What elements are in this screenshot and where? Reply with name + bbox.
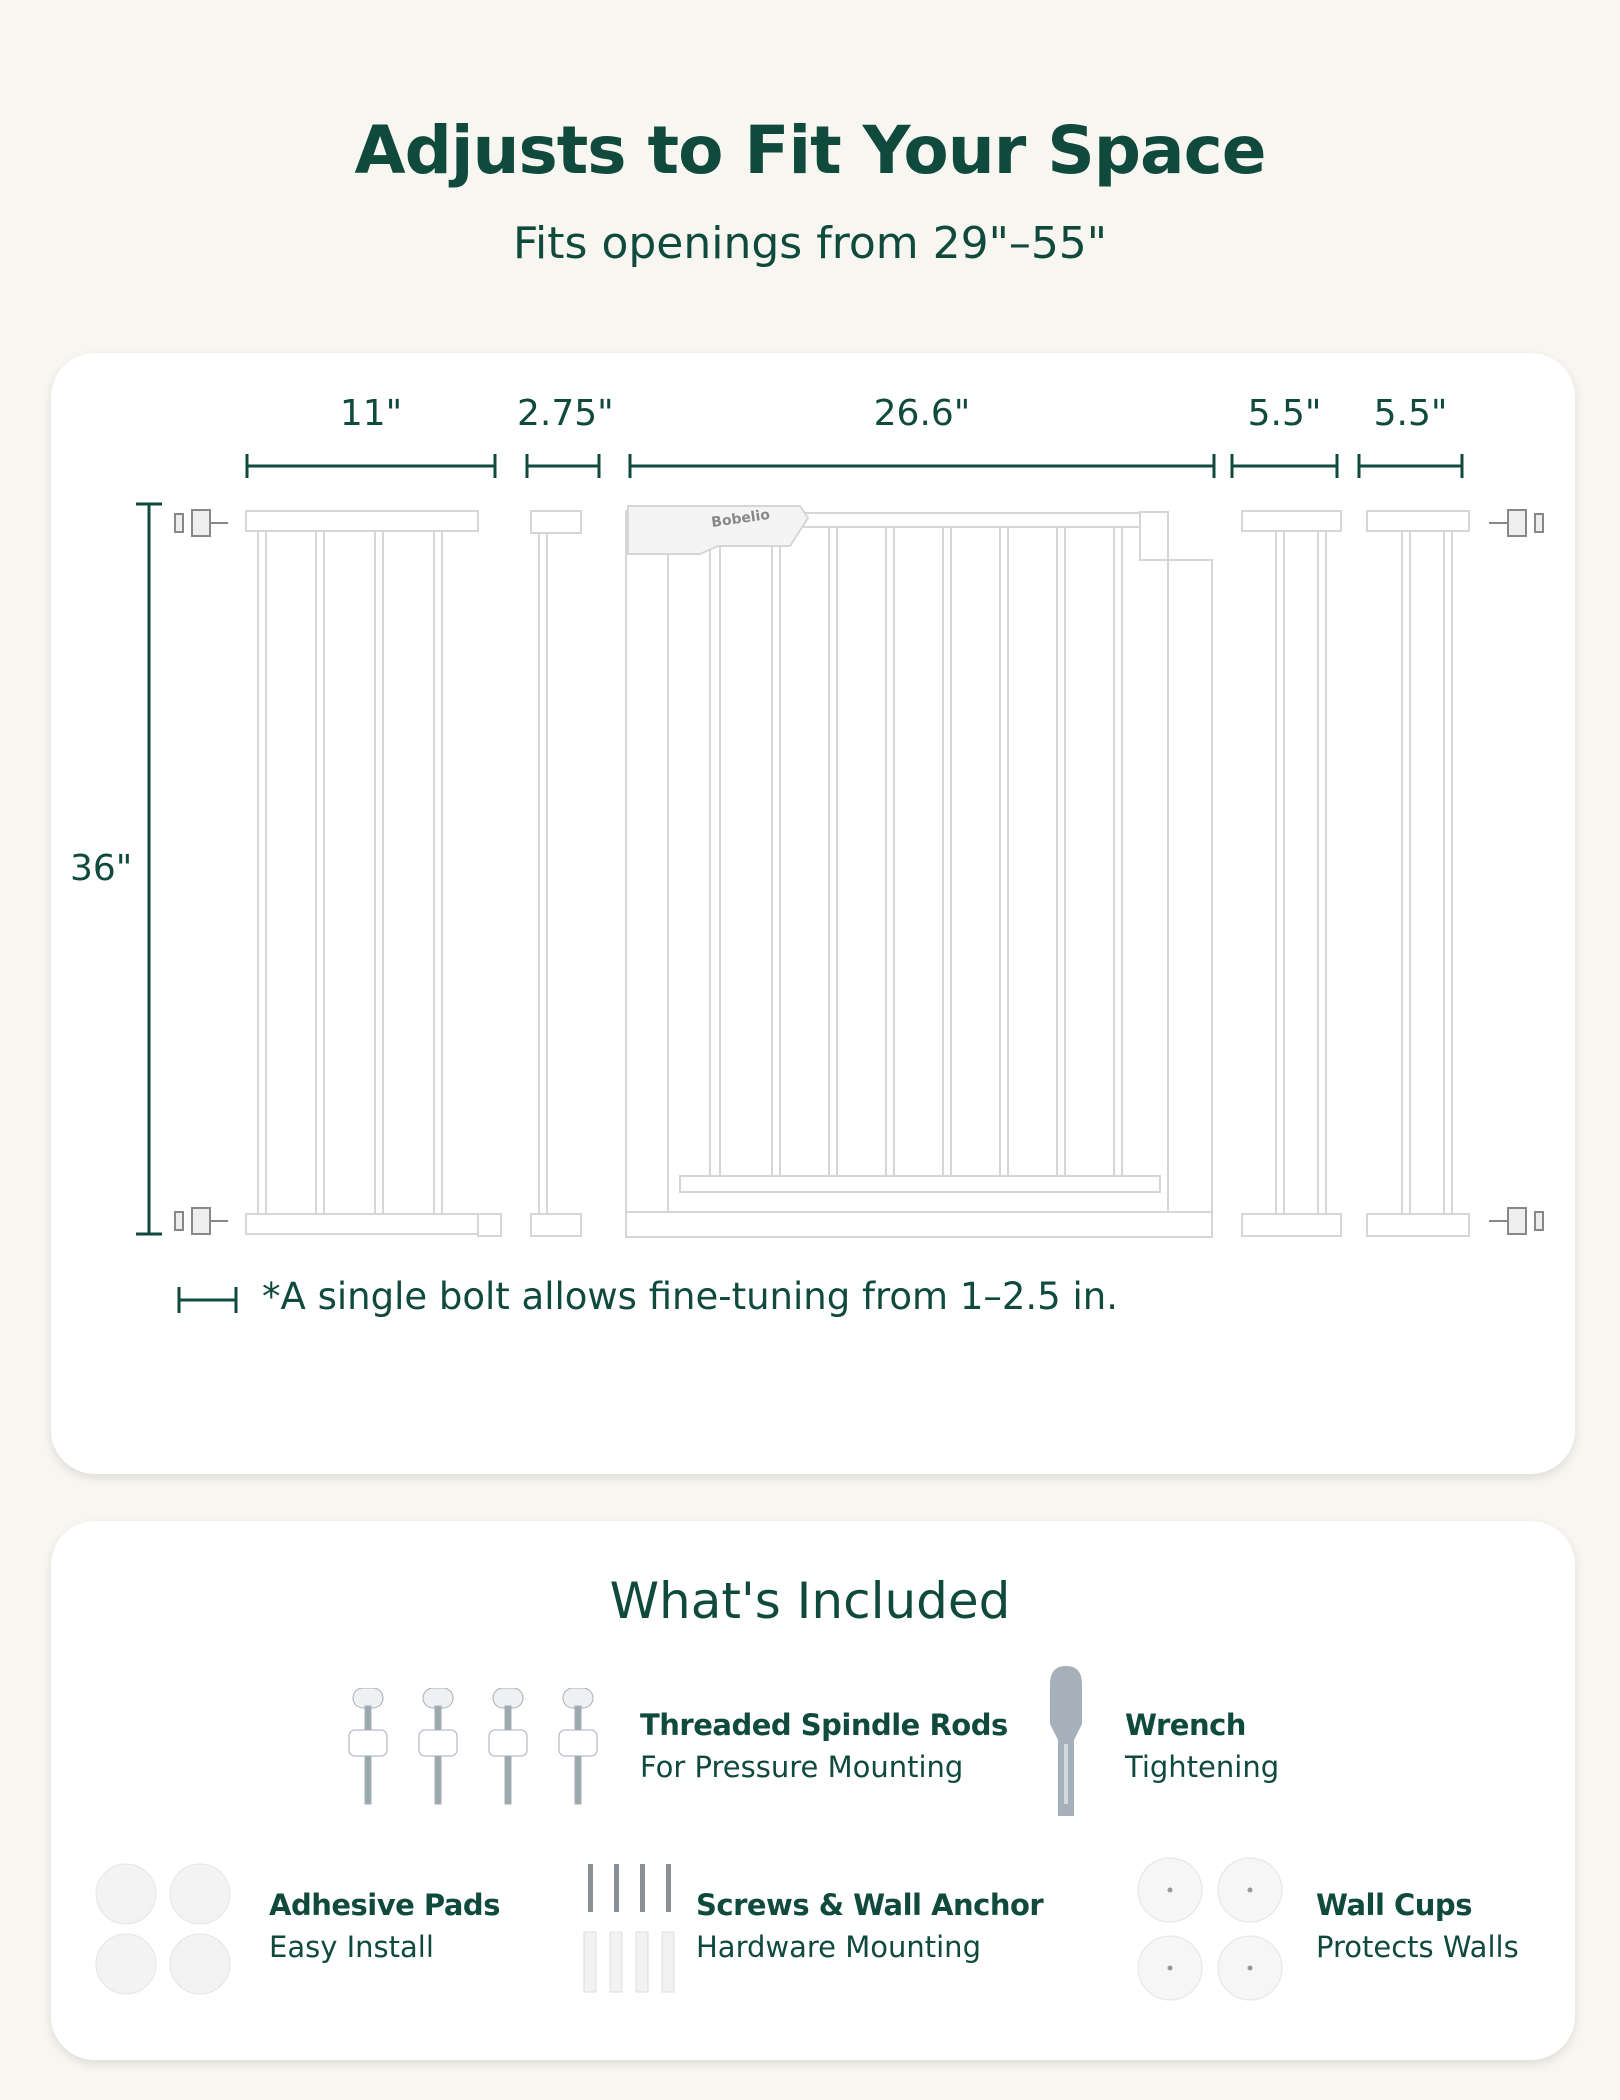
spindle-rods-icon xyxy=(333,1688,599,1806)
included-item-wrench xyxy=(1125,1708,1279,1784)
item-title: Wall Cups xyxy=(1316,1888,1472,1922)
item-subtitle: Protects Walls xyxy=(1316,1930,1519,1964)
dim-label-height: 36" xyxy=(70,848,133,889)
main-gate xyxy=(626,506,1212,1237)
dim-label-gate: 26.6" xyxy=(873,393,971,434)
dim-label-ext3: 5.5" xyxy=(1247,393,1322,434)
item-title: Screws & Wall Anchor xyxy=(696,1888,1044,1922)
item-subtitle: For Pressure Mounting xyxy=(640,1750,964,1784)
page-title: Adjusts to Fit Your Space xyxy=(354,112,1266,189)
dim-label-ext1: 11" xyxy=(339,393,403,434)
item-subtitle: Hardware Mounting xyxy=(696,1930,981,1964)
dim-label-ext2: 2.75" xyxy=(517,393,614,434)
extension-11in xyxy=(246,511,501,1236)
included-item-adhesive-pads xyxy=(269,1888,500,1964)
wall-cups-icon xyxy=(1136,1856,1286,2002)
page-subtitle: Fits openings from 29"–55" xyxy=(512,218,1108,269)
adhesive-pads-icon xyxy=(94,1862,234,1996)
included-item-spindle-rods xyxy=(640,1708,1008,1784)
fine-tuning-note: *A single bolt allows fine-tuning from 1–2.5 in. xyxy=(262,1275,1118,1318)
item-subtitle: Tightening xyxy=(1125,1750,1280,1784)
included-item-screws xyxy=(696,1888,1043,1964)
fine-tune-icon xyxy=(179,1287,236,1313)
extension-5-5in-a xyxy=(1242,511,1341,1236)
extension-2-75in xyxy=(531,511,581,1236)
screws-anchors-icon xyxy=(580,1862,684,1994)
included-title: What's Included xyxy=(609,1572,1011,1630)
item-title: Adhesive Pads xyxy=(269,1888,500,1922)
item-title: Threaded Spindle Rods xyxy=(640,1708,1008,1742)
included-item-wall-cups xyxy=(1316,1888,1519,1964)
brand-logo: Bobelio xyxy=(710,506,772,531)
dimension-lines xyxy=(136,454,1462,1234)
extension-5-5in-b xyxy=(1367,511,1469,1236)
dim-label-ext4: 5.5" xyxy=(1373,393,1448,434)
item-subtitle: Easy Install xyxy=(269,1930,434,1964)
item-title: Wrench xyxy=(1125,1708,1246,1742)
wrench-icon xyxy=(1042,1664,1090,1818)
